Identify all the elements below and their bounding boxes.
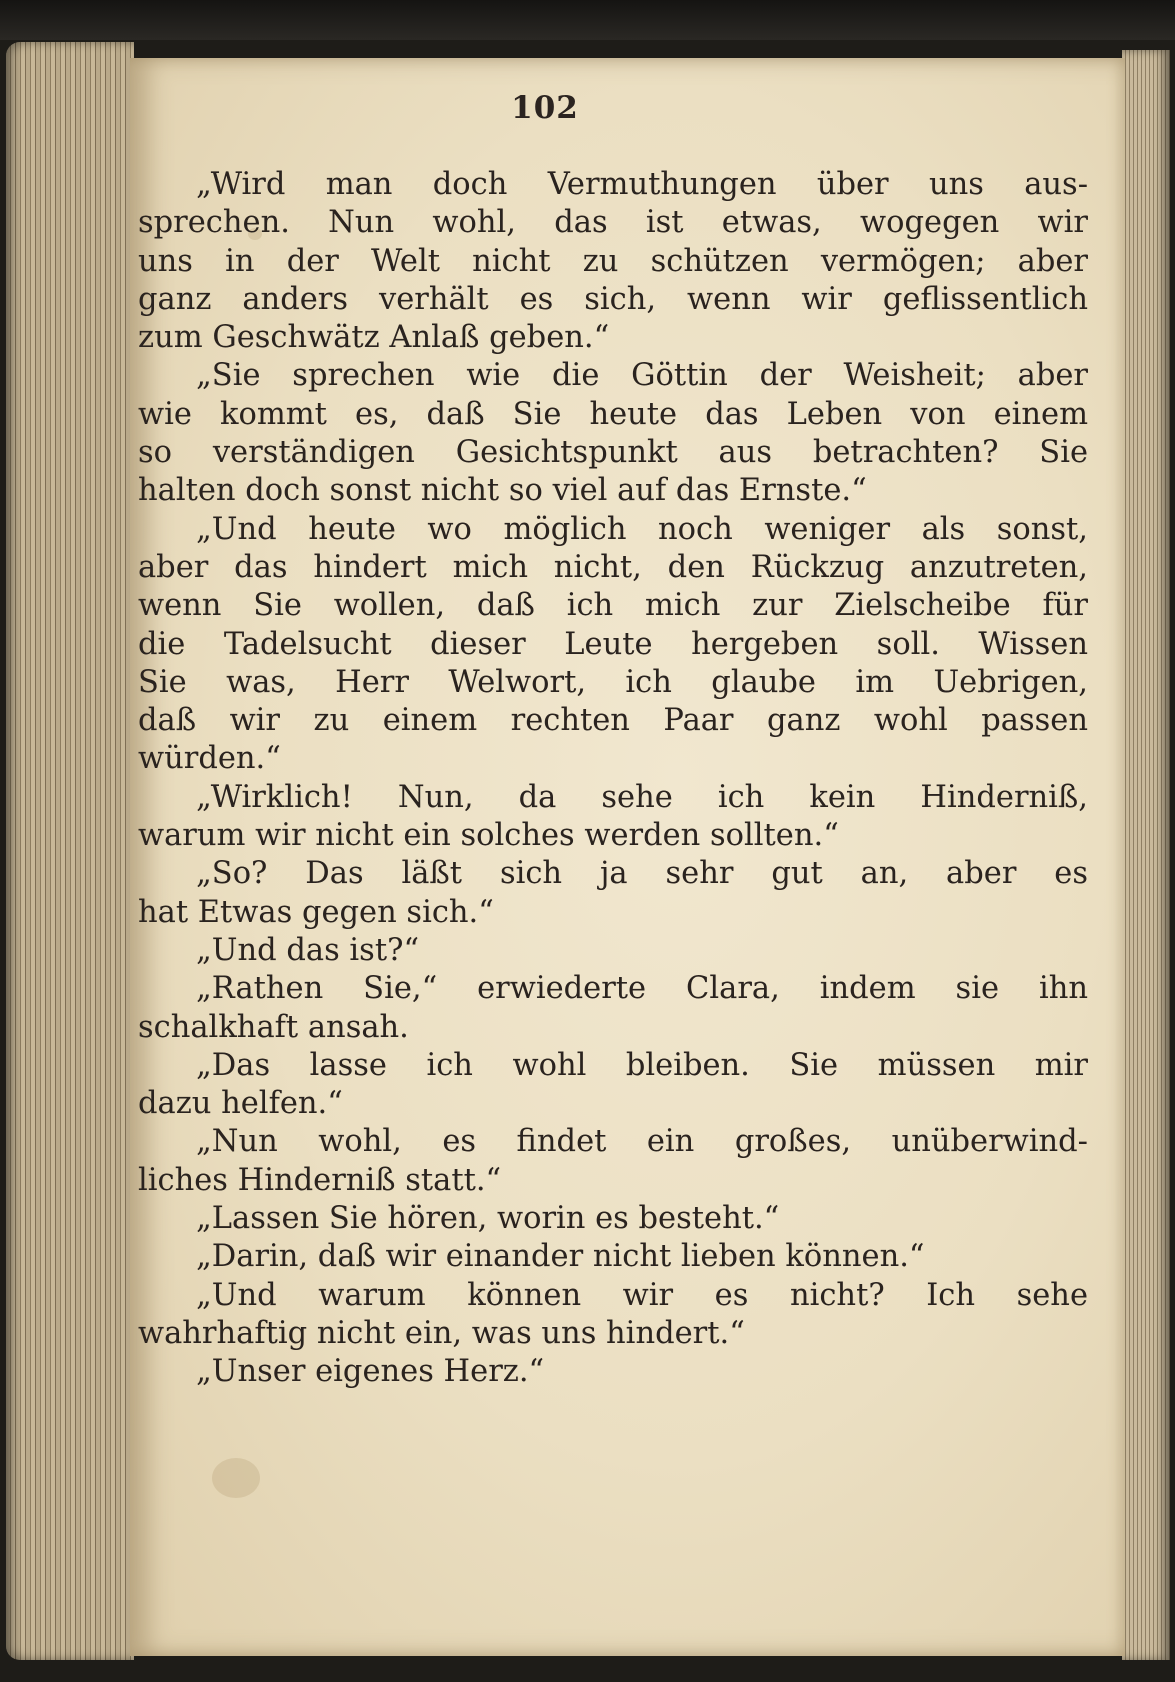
text-line: daß wir zu einem rechten Paar ganz wohl passen: [138, 703, 1088, 739]
text-line: „Und heute wo möglich noch weniger als sonst,: [196, 511, 1088, 547]
text-line: „Darin, daß wir einander nicht lieben können.“: [196, 1239, 925, 1275]
text-line: „Wird man doch Vermuthungen über uns aus-: [196, 167, 1088, 202]
text-line: „Das lasse ich wohl bleiben. Sie müssen mir: [196, 1047, 1088, 1083]
page-number: 102: [511, 90, 579, 126]
paper-stain: [212, 1458, 260, 1498]
text-line: wahrhaftig nicht ein, was uns hindert.“: [138, 1315, 745, 1351]
text-line: halten doch sonst nicht so viel auf das Ernste.“: [138, 473, 867, 509]
text-line: würden.“: [138, 741, 281, 777]
text-line: „Nun wohl, es findet ein großes, unüberwind-: [196, 1124, 1088, 1160]
book-cover-edge: [0, 0, 1175, 40]
text-line: „Wirklich! Nun, da sehe ich kein Hinderniß,: [196, 779, 1088, 815]
text-line: Sie was, Herr Welwort, ich glaube im Uebrigen,: [138, 664, 1088, 700]
text-line: hat Etwas gegen sich.“: [138, 894, 494, 930]
text-line: „Und warum können wir es nicht? Ich sehe: [196, 1277, 1088, 1313]
text-line: dazu helfen.“: [138, 1086, 343, 1122]
text-line: „Unser eigenes Herz.“: [196, 1354, 545, 1390]
text-line: „Rathen Sie,“ erwiederte Clara, indem sie ihn: [196, 971, 1088, 1007]
text-line: uns in der Welt nicht zu schützen vermögen; aber: [138, 243, 1088, 279]
text-line: warum wir nicht ein solches werden sollten.“: [138, 818, 839, 854]
page-stack-left: [6, 42, 134, 1660]
text-line: ganz anders verhält es sich, wenn wir geflissentlich: [138, 281, 1088, 317]
text-line: „Sie sprechen wie die Göttin der Weisheit; aber: [196, 358, 1088, 394]
text-line: sprechen. Nun wohl, das ist etwas, wogegen wir: [138, 205, 1088, 241]
text-line: wie kommt es, daß Sie heute das Leben von einem: [138, 396, 1088, 432]
text-line: „So? Das läßt sich ja sehr gut an, aber es: [196, 856, 1088, 892]
text-line: schalkhaft ansah.: [138, 1009, 409, 1045]
text-line: so verständigen Gesichtspunkt aus betrachten? Sie: [138, 435, 1088, 471]
page-stack-right: [1122, 50, 1170, 1660]
text-line: wenn Sie wollen, daß ich mich zur Zielscheibe für: [138, 588, 1088, 624]
text-line: „Lassen Sie hören, worin es besteht.“: [196, 1201, 780, 1237]
text-line: „Und das ist?“: [196, 932, 420, 968]
page-text: [138, 166, 1088, 1392]
text-line: liches Hinderniß statt.“: [138, 1162, 502, 1198]
text-line: aber das hindert mich nicht, den Rückzug anzutreten,: [138, 549, 1088, 585]
text-line: zum Geschwätz Anlaß geben.“: [138, 320, 610, 356]
text-line: die Tadelsucht dieser Leute hergeben soll. Wissen: [138, 626, 1088, 662]
